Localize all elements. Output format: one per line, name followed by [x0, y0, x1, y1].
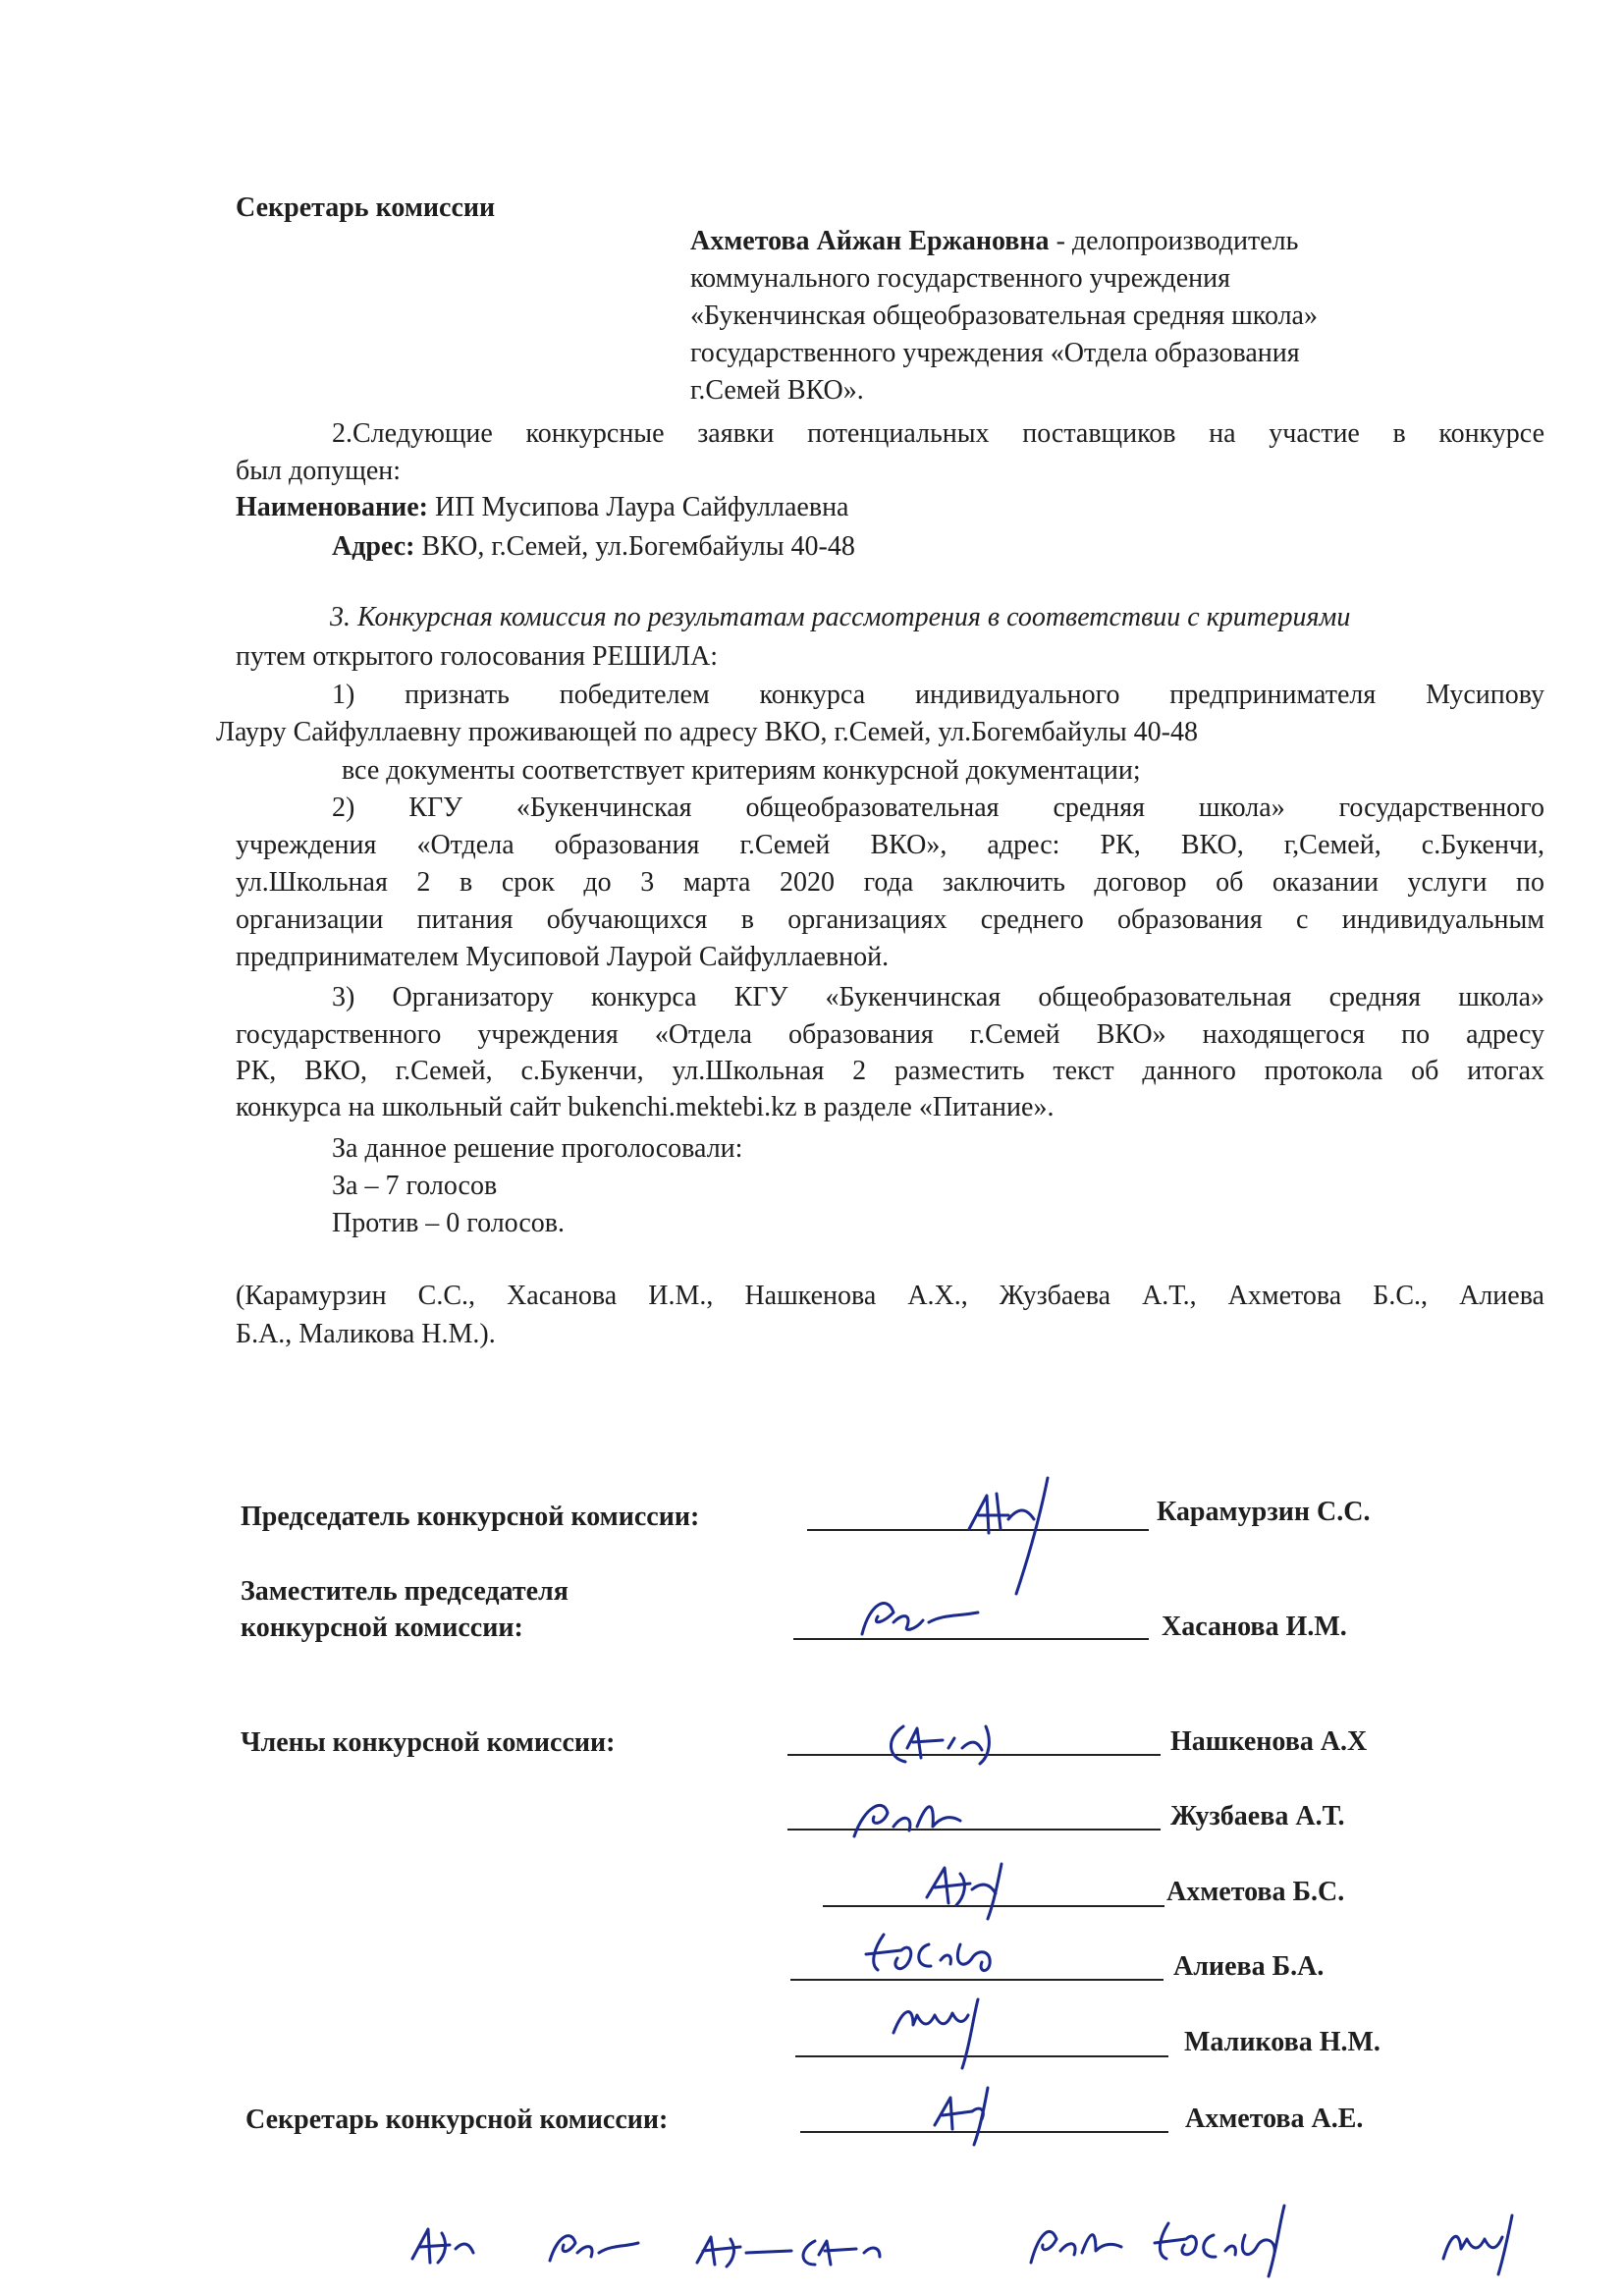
applicant-name-value: ИП Мусипова Лаура Сайфуллаевна — [428, 492, 849, 522]
deputy-label-1: Заместитель председателя — [241, 1576, 568, 1607]
decision-2-line-4: организации питания обучающихся в организациях среднего образования с индивидуальным — [236, 904, 1544, 935]
section3-intro: 3. Конкурсная комиссия по результатам рассмотрения в соответствии с критериями — [330, 602, 1351, 632]
decision-3-line-4: конкурса на школьный сайт bukenchi.mektebi.kz в разделе «Питание». — [236, 1092, 1055, 1122]
secretary-heading: Секретарь комиссии — [236, 192, 496, 223]
secretary-line-3: «Букенчинская общеобразовательная средняя школа» — [690, 301, 1318, 331]
secretary-line-4: государственного учреждения «Отдела образования — [690, 338, 1300, 368]
member-4-name: Алиева Б.А. — [1173, 1951, 1325, 1982]
deputy-label-2: конкурсной комиссии: — [241, 1613, 523, 1643]
chair-name: Карамурзин С.С. — [1157, 1497, 1371, 1527]
members-label: Члены конкурсной комиссии: — [241, 1727, 616, 1758]
vote-for: За – 7 голосов — [332, 1171, 498, 1201]
chair-label: Председатель конкурсной комиссии: — [241, 1502, 700, 1532]
vote-heading: За данное решение проголосовали: — [332, 1133, 743, 1164]
secretary-label: Секретарь конкурсной комиссии: — [245, 2105, 669, 2135]
member-2-name: Жузбаева А.Т. — [1170, 1801, 1345, 1831]
decision-3-line-1: 3) Организатору конкурса КГУ «Букенчинская общеобразовательная средняя школа» — [332, 982, 1544, 1012]
decision-2-line-5: предпринимателем Мусиповой Лаурой Сайфуллаевной. — [236, 942, 890, 972]
member-4-signature-icon — [854, 1925, 1051, 1994]
applicant-address-value: ВКО, г.Семей, ул.Богембайулы 40-48 — [414, 531, 855, 562]
decision-3-line-3: РК, ВКО, г.Семей, с.Букенчи, ул.Школьная 2 разместить текст данного протокола об итогах — [236, 1056, 1544, 1086]
member-3-signature-icon — [913, 1854, 1031, 1923]
member-5-name: Маликова Н.М. — [1184, 2027, 1380, 2057]
secretary-role: - делопроизводитель — [1049, 226, 1299, 256]
decision-1-line-1: 1) признать победителем конкурса индивидуального предпринимателя Мусипову — [332, 680, 1544, 710]
section3-intro-line-2: путем открытого голосования РЕШИЛА: — [236, 641, 719, 672]
decision-2-line-3: ул.Школьная 2 в срок до 3 марта 2020 года заключить договор об оказании услуги по — [236, 867, 1544, 898]
member-1-signature-icon — [884, 1719, 1041, 1768]
decision-1-line-2: Лауру Сайфуллаевну проживающей по адресу ВКО, г.Семей, ул.Богембайулы 40-48 — [216, 717, 1198, 747]
applicant-name — [236, 490, 848, 525]
decision-1-line-3: все документы соответствует критериям конкурсной документации; — [342, 755, 1141, 786]
deputy-name: Хасанова И.М. — [1162, 1612, 1347, 1642]
member-3-name: Ахметова Б.С. — [1166, 1877, 1345, 1907]
member-5-signature-icon — [884, 1994, 1041, 2072]
secretary-signature-icon — [923, 2080, 1021, 2149]
member-1-name: Нашкенова А.Х — [1170, 1726, 1368, 1757]
page-initials-icon — [403, 2200, 1561, 2288]
applicant-address — [332, 529, 855, 565]
decision-2-line-2: учреждения «Отдела образования г.Семей ВКО», адрес: РК, ВКО, г,Семей, с.Букенчи, — [236, 830, 1544, 860]
secretary-sign-name: Ахметова А.Е. — [1185, 2104, 1364, 2134]
decision-2-line-1: 2) КГУ «Букенчинская общеобразовательная средняя школа» государственного — [332, 793, 1544, 823]
voters-line-2: Б.А., Маликова Н.М.). — [236, 1319, 496, 1349]
vote-against: Против – 0 голосов. — [332, 1208, 566, 1238]
section2-line-1: 2.Следующие конкурсные заявки потенциальных поставщиков на участие в конкурсе — [332, 418, 1544, 449]
applicant-name-label: Наименование: — [236, 492, 428, 522]
applicant-address-label: Адрес: — [332, 531, 415, 562]
secretary-name: Ахметова Айжан Ержановна — [690, 226, 1050, 256]
deputy-signature-icon — [854, 1583, 992, 1642]
secretary-line-2: коммунального государственного учреждения — [690, 263, 1230, 294]
voters-line-1: (Карамурзин С.С., Хасанова И.М., Нашкенова А.Х., Жузбаева А.Т., Ахметова Б.С., Алиева — [236, 1281, 1544, 1311]
decision-3-line-2: государственного учреждения «Отдела образования г.Семей ВКО» находящегося по адресу — [236, 1019, 1544, 1050]
secretary-line-1 — [690, 224, 1298, 259]
section2-line-2: был допущен: — [236, 456, 402, 486]
member-2-signature-icon — [844, 1787, 992, 1846]
secretary-line-5: г.Семей ВКО». — [690, 375, 864, 406]
